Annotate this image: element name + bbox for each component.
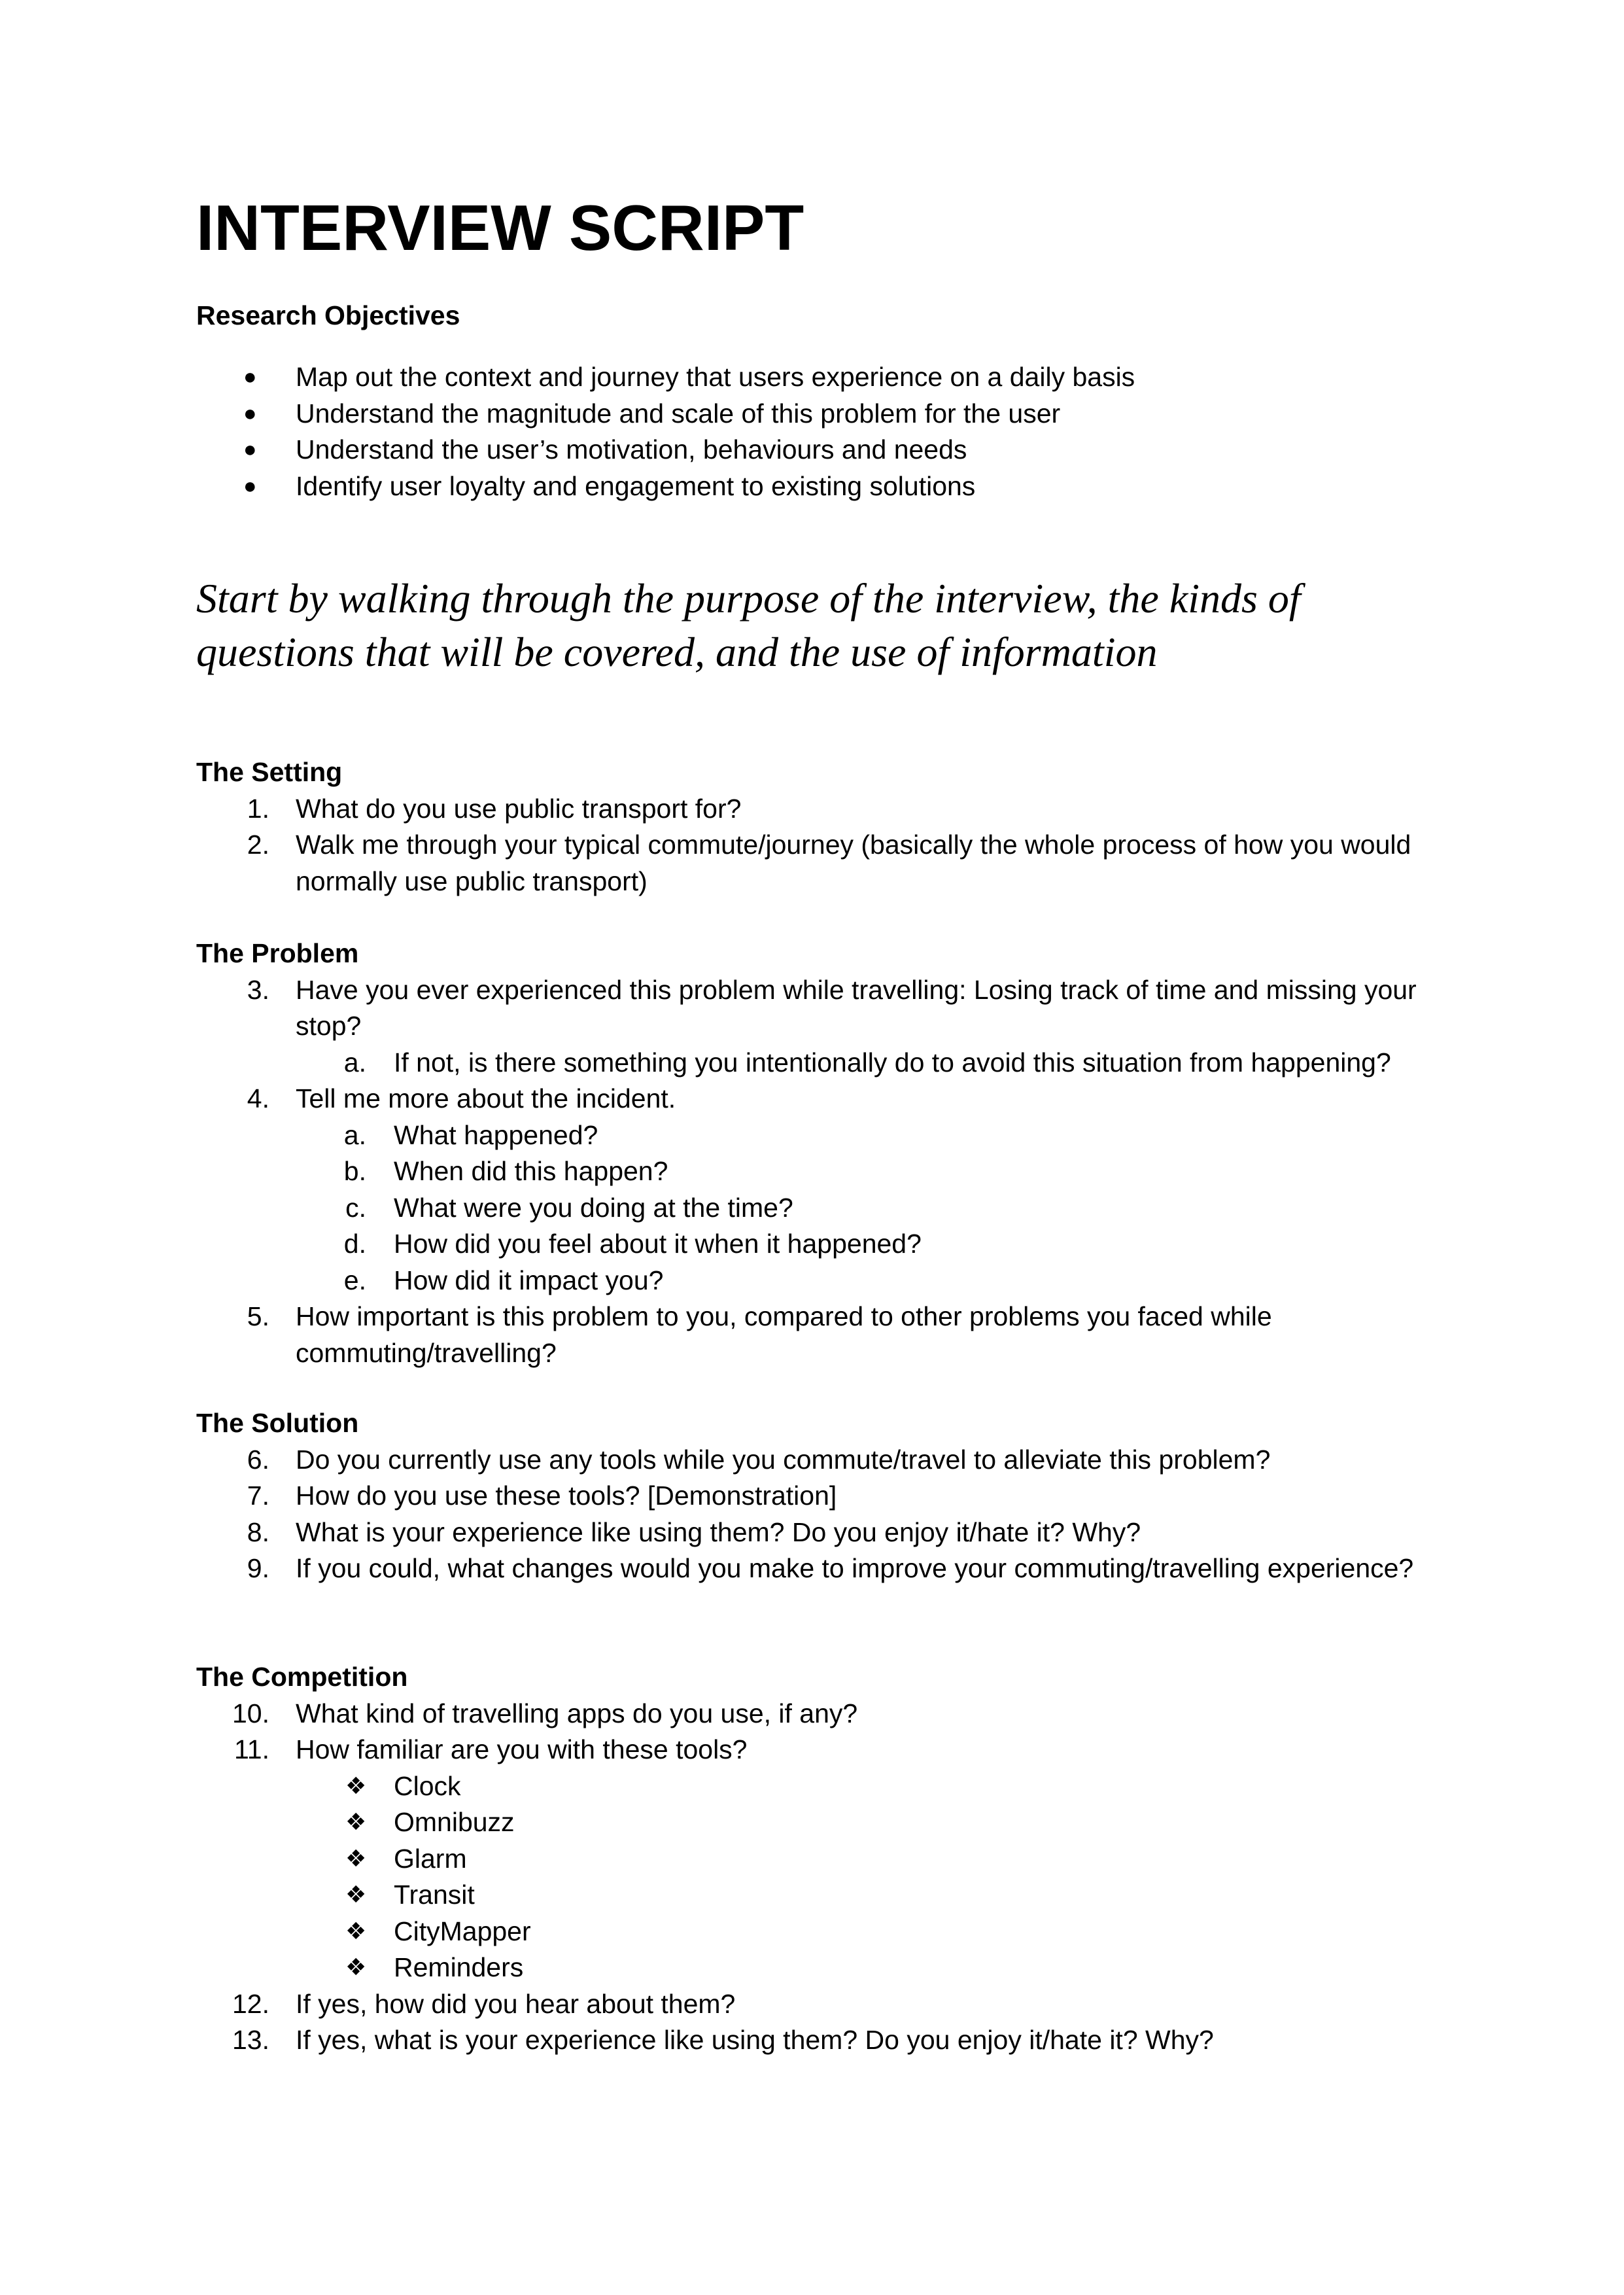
objective-item (196, 468, 1135, 505)
tool-item (196, 1768, 1439, 1805)
objective-text: Map out the context and journey that users experience on a daily basis (296, 362, 1135, 392)
question-text: How do you use these tools? [Demonstration] (296, 1480, 837, 1511)
question-number: 6. (247, 1444, 269, 1475)
bullet-icon: ● (243, 400, 257, 426)
tool-name: CityMapper (394, 1916, 531, 1946)
question-item (196, 1550, 1434, 1587)
question-number: 3. (247, 974, 269, 1005)
sub-question-item (196, 1153, 1439, 1190)
tool-item (196, 1950, 1439, 1986)
tool-name: Reminders (394, 1952, 524, 1982)
question-item (196, 1299, 1434, 1371)
question-item (196, 1732, 1434, 1768)
sub-question-letter: e. (343, 1265, 366, 1295)
sub-question-text: What happened? (394, 1119, 598, 1150)
objectives-list (196, 359, 1135, 504)
question-item (196, 827, 1434, 900)
objective-item (196, 396, 1135, 432)
section-problem (196, 936, 1439, 1371)
diamond-bullet-icon: ❖ (345, 1882, 367, 1908)
section-heading: The Solution (196, 1408, 359, 1438)
research-objectives-heading: Research Objectives (196, 300, 460, 330)
section-heading: The Setting (196, 757, 343, 787)
question-item (196, 1081, 1434, 1117)
question-number: 1. (247, 793, 269, 824)
question-item (196, 1478, 1434, 1515)
section-setting (196, 754, 1439, 900)
question-text: How important is this problem to you, compared to other problems you faced while commuting/travelling? (296, 1301, 1272, 1368)
diamond-bullet-icon: ❖ (345, 1918, 367, 1945)
section-heading: The Problem (196, 938, 359, 968)
tool-item (196, 1841, 1439, 1878)
question-text: How familiar are you with these tools? (296, 1734, 748, 1764)
sub-question-letter: b. (343, 1156, 366, 1186)
question-item (196, 1986, 1434, 2023)
document-page (196, 0, 1439, 2295)
question-item (196, 1515, 1434, 1551)
sub-question-item (196, 1190, 1439, 1227)
question-number: 5. (247, 1301, 269, 1331)
tool-item (196, 1877, 1439, 1914)
diamond-bullet-icon: ❖ (345, 1772, 367, 1800)
question-text: Do you currently use any tools while you commute/travel to alleviate this problem? (296, 1444, 1271, 1475)
diamond-bullet-icon: ❖ (345, 1954, 367, 1981)
question-number: 8. (247, 1516, 269, 1547)
section-solution (196, 1405, 1439, 1587)
question-item (196, 972, 1434, 1045)
section-heading: The Competition (196, 1662, 408, 1692)
question-text: What do you use public transport for? (296, 793, 742, 824)
question-number: 2. (247, 830, 269, 860)
bullet-icon: ● (243, 473, 257, 499)
sub-question-item (196, 1045, 1439, 1081)
sub-question-item (196, 1263, 1439, 1299)
objective-item (196, 432, 1135, 468)
question-number: 7. (247, 1480, 269, 1511)
bullet-icon: ● (243, 437, 257, 462)
objective-text: Identify user loyalty and engagement to existing solutions (296, 470, 976, 501)
tool-name: Omnibuzz (394, 1807, 515, 1837)
sub-question-text: If not, is there something you intentionally do to avoid this situation from happening? (394, 1047, 1391, 1077)
sub-question-item (196, 1117, 1439, 1154)
intro-instruction: Start by walking through the purpose of the interview, the kinds of questions that will be covered, and the use of information (196, 575, 1301, 675)
bullet-icon: ● (243, 364, 257, 389)
diamond-bullet-icon: ❖ (345, 1809, 367, 1836)
tool-item (196, 1804, 1439, 1841)
section-competition (196, 1659, 1439, 2059)
sub-question-item (196, 1226, 1439, 1263)
tool-item (196, 1914, 1439, 1950)
tool-name: Glarm (394, 1843, 467, 1874)
question-text: If you could, what changes would you make to improve your commuting/travelling experience? (296, 1553, 1414, 1583)
tool-name: Transit (394, 1880, 475, 1910)
sub-question-text: When did this happen? (394, 1156, 668, 1186)
sub-question-text: How did you feel about it when it happened? (394, 1229, 922, 1259)
objective-item (196, 359, 1135, 396)
tool-name: Clock (394, 1770, 461, 1801)
diamond-bullet-icon: ❖ (345, 1845, 367, 1872)
sub-question-text: What were you doing at the time? (394, 1192, 793, 1223)
question-number: 11. (234, 1734, 269, 1764)
question-text: Walk me through your typical commute/journey (basically the whole process of how you would normally use public transport) (296, 830, 1411, 896)
question-text: Tell me more about the incident. (296, 1083, 676, 1113)
question-number: 12. (232, 1988, 269, 2019)
question-number: 9. (247, 1553, 269, 1583)
sub-question-text: How did it impact you? (394, 1265, 664, 1295)
sub-question-letter: d. (343, 1229, 366, 1259)
sub-question-letter: c. (345, 1192, 366, 1223)
question-text: What kind of travelling apps do you use, if any? (296, 1698, 858, 1728)
question-text: Have you ever experienced this problem while travelling: Losing track of time and missing your stop? (296, 974, 1417, 1041)
question-item (196, 791, 1434, 828)
objective-text: Understand the user’s motivation, behaviours and needs (296, 434, 967, 464)
question-number: 4. (247, 1083, 269, 1113)
question-item (196, 1442, 1434, 1479)
question-text: If yes, how did you hear about them? (296, 1988, 736, 2019)
question-text: If yes, what is your experience like using them? Do you enjoy it/hate it? Why? (296, 2025, 1214, 2055)
question-number: 10. (232, 1698, 269, 1728)
sub-question-letter: a. (343, 1119, 366, 1150)
question-item (196, 1696, 1434, 1732)
objective-text: Understand the magnitude and scale of this problem for the user (296, 398, 1061, 429)
sub-question-letter: a. (343, 1047, 366, 1077)
question-number: 13. (232, 2025, 269, 2055)
question-text: What is your experience like using them? Do you enjoy it/hate it? Why? (296, 1516, 1141, 1547)
page-title: INTERVIEW SCRIPT (196, 192, 804, 264)
question-item (196, 2022, 1434, 2059)
